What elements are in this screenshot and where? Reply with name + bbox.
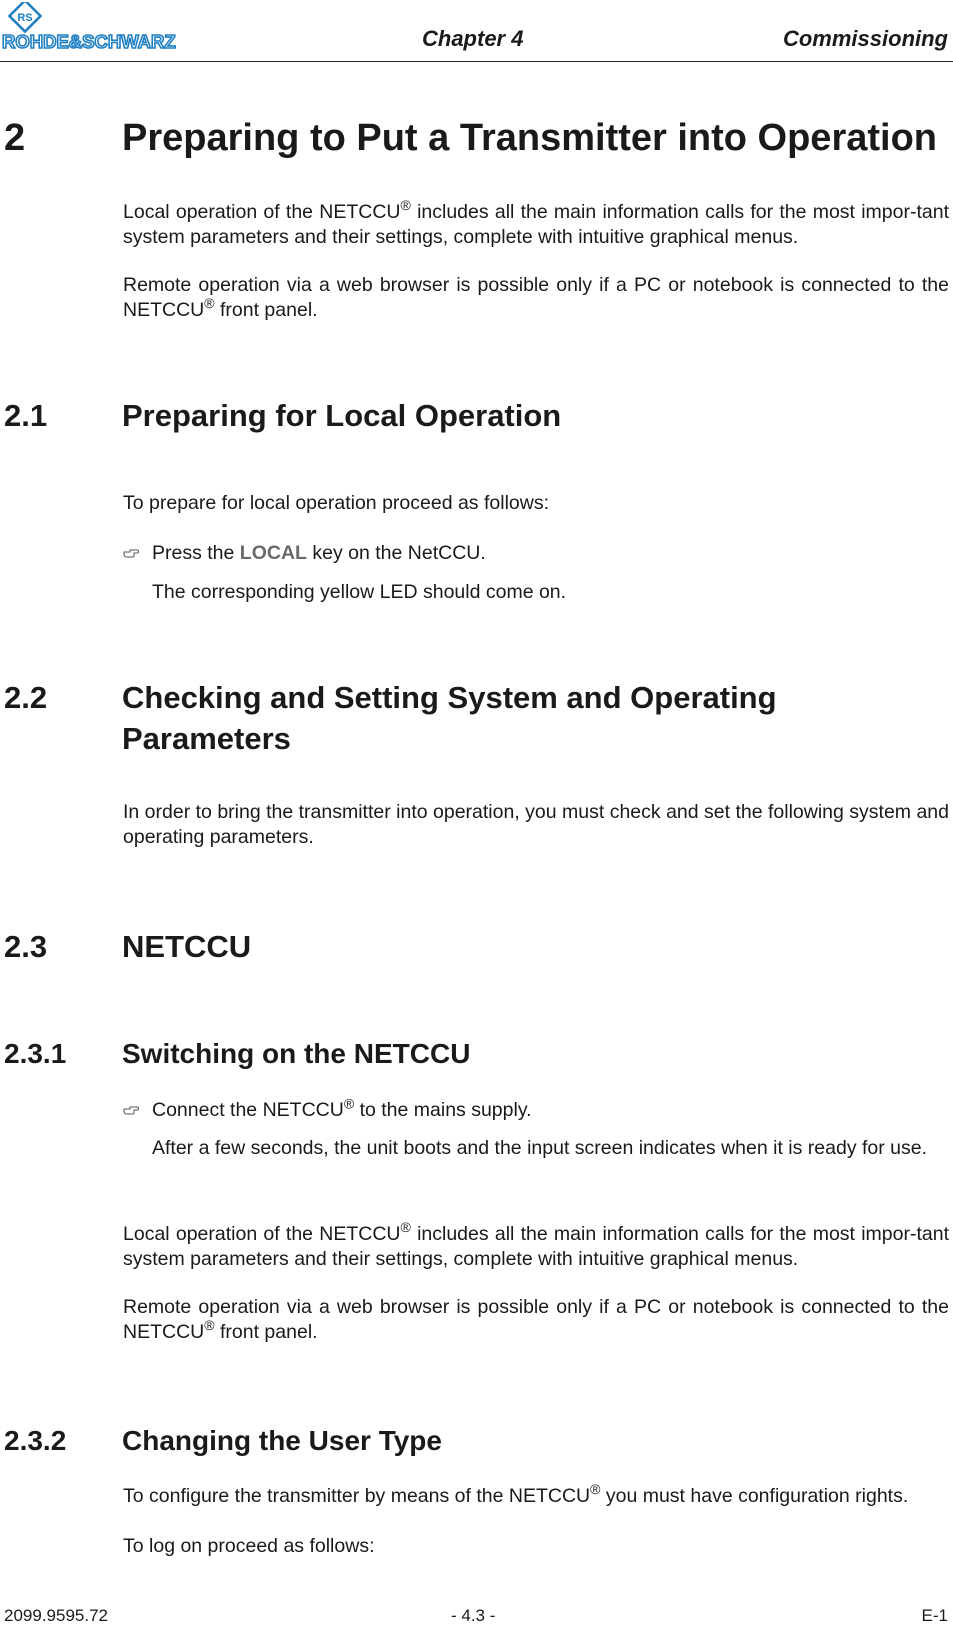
footer-edition: E-1 [921, 1606, 948, 1625]
footer-page-number: - 4.3 - [451, 1606, 496, 1625]
heading-number: 2 [4, 117, 26, 159]
step-result-led: The corresponding yellow LED should come on. [152, 581, 567, 603]
heading-number: 2.3.2 [4, 1425, 67, 1456]
rohde-schwarz-logo [2, 2, 224, 52]
pointing-hand-icon [123, 543, 139, 559]
heading-title: Changing the User Type [122, 1425, 442, 1456]
heading-number: 2.3.1 [4, 1038, 67, 1069]
heading-title: Preparing for Local Operation [122, 398, 562, 433]
paragraph-prepare-local: To prepare for local operation proceed as follows: [123, 492, 549, 514]
logo-wordmark: ROHDE&SCHWARZ [2, 31, 176, 52]
header-divider [0, 61, 953, 62]
heading-title: NETCCU [122, 929, 252, 964]
header-chapter: Chapter 4 [422, 26, 524, 51]
step-result-boot: After a few seconds, the unit boots and the input screen indicates when it is ready for use. [152, 1137, 928, 1159]
logo-diamond-icon [9, 2, 40, 32]
footer-doc-number: 2099.9595.72 [4, 1606, 108, 1625]
heading-title: Checking and Setting System and Operating Parameters [122, 680, 777, 756]
paragraph-check-parameters: In order to bring the transmitter into operation, you must check and set the following system and operating parameters. [123, 801, 949, 848]
heading-number: 2.3 [4, 929, 48, 964]
heading-number: 2.1 [4, 398, 48, 433]
paragraph-local-operation-repeat: Local operation of the NETCCU® includes all the main information calls for the most impor-tant system parameters and their settings, complete with intuitive graphical menus. [123, 1218, 949, 1270]
header-section: Commissioning [782, 26, 948, 51]
paragraph-remote-operation: Remote operation via a web browser is possible only if a PC or notebook is connected to the NETCCU® front panel. [123, 274, 949, 321]
paragraph-configuration-rights: To configure the transmitter by means of the NETCCU® you must have configuration rights. [123, 1480, 909, 1507]
paragraph-local-operation: Local operation of the NETCCU® includes all the main information calls for the most impor-tant system parameters and their settings, complete with intuitive graphical menus. [123, 196, 949, 248]
paragraph-remote-operation-repeat: Remote operation via a web browser is possible only if a PC or notebook is connected to the NETCCU® front panel. [123, 1296, 949, 1343]
heading-title: Preparing to Put a Transmitter into Operation [122, 117, 937, 159]
heading-number: 2.2 [4, 680, 48, 715]
pointing-hand-icon [123, 1100, 139, 1116]
heading-title: Switching on the NETCCU [122, 1038, 471, 1069]
logo-mark: RS [17, 12, 33, 24]
paragraph-log-on: To log on proceed as follows: [123, 1535, 375, 1557]
local-key-label: LOCAL [239, 542, 307, 564]
